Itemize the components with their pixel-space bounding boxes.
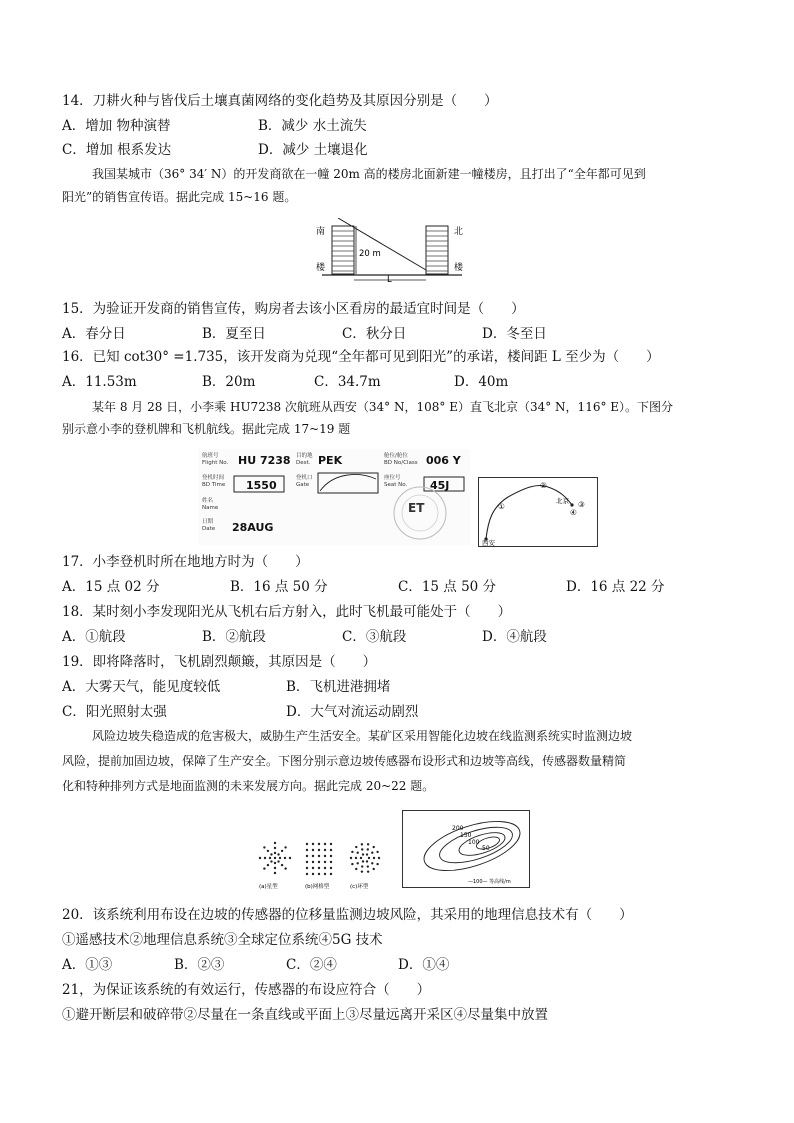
ring-sensor-dot [371,852,373,854]
ring-sensor-dot [362,853,364,855]
grid-sensor-dot [306,873,308,875]
grid-sensor-dot [324,867,326,869]
grid-sensor-dot [318,873,320,875]
ring-sensor-dot [367,848,369,850]
star-sensor-dot [259,857,261,859]
star-sensor-dot [277,860,279,862]
ring-sensor-dot [357,862,359,864]
star-sensor-dot [274,867,276,869]
ring-sensor-dot [373,846,375,848]
beijing-label: 北京 [556,497,569,505]
segment-1-label: ① [498,502,505,511]
name-cn-label: 姓名 [202,498,214,504]
height-label: 20 m [359,249,381,259]
ring-sensor-dot [376,851,378,853]
contour-50-label: 50 [482,845,490,852]
star-sensor-dot [267,850,269,852]
intro20-line3: 化和特种排列方式是地面监测的未来发展方向。据此完成 20~22 题。 [62,779,435,793]
q20-option-c: C．②④ [286,957,337,973]
star-sensor-dot [277,853,279,855]
grid-sensor-dot [324,873,326,875]
q19-option-c: C．阳光照射太强 [62,704,167,720]
star-sensor-dot [274,872,276,874]
q15-option-c: C．秋分日 [342,326,407,342]
grid-sensor-dot [306,855,308,857]
q18-option-c: C．③航段 [342,629,407,645]
q14-option-c: C．增加 根系发达 [62,142,172,158]
star-sensor-dot [274,842,276,844]
contour-legend: —100— 等高线/m [468,879,511,885]
dest-en-label: Dest. [296,460,311,466]
date-cn-label: 日期 [202,519,214,525]
intro17-line1: 某年 8 月 28 日，小李乘 HU7238 次航班从西安（34° N，108° E）直飞北京（34° N，116° E）。下图分 [92,400,674,414]
q15-option-d: D．冬至日 [482,326,547,342]
grid-sensor-dot [330,873,332,875]
gate-en-label: Gate [296,482,310,488]
ring-sensor-dot [351,863,353,865]
q18-stem: 18．某时刻小李发现阳光从飞机右后方射入，此时飞机最可能处于（ ） [62,604,512,620]
star-sensor-dot [284,867,286,869]
ring-sensor-dot [355,846,357,848]
star-sensor-dot [274,857,276,859]
star-sensor-dot [264,857,266,859]
q20-stem: 20．该系统利用布设在边坡的传感器的位移量监测边坡风险，其采用的地理信息技术有（ ） [62,907,633,923]
q17-option-d: D．16 点 22 分 [566,579,665,595]
ring-sensor-dot [373,857,375,859]
ring-sensor-dot [378,857,380,859]
flight-cn-label: 航班号 [202,453,219,459]
ring-sensor-dot [368,857,370,859]
star-sensor-dot [281,864,283,866]
q16-option-a: A．11.53m [62,374,137,390]
q16-option-c: C．34.7m [314,374,381,390]
q19-option-d: D．大气对流运动剧烈 [286,704,419,720]
grid-sensor-dot [324,843,326,845]
q16-option-d: D．40m [454,374,509,390]
contour-map [402,810,530,888]
grid-sensor-dot [318,861,320,863]
q14-option-b: B．减少 水土流失 [258,118,367,134]
q17-stem: 17．小李登机时所在地地方时为（ ） [62,554,309,570]
q21-stem: 21，为保证该系统的有效运行，传感器的布设应符合（ ） [62,982,431,998]
south-building-label: 楼 [316,263,326,273]
star-sensor-dot [281,850,283,852]
grid-sensor-dot [324,861,326,863]
grid-sensor-dot [312,861,314,863]
grid-sensor-dot [312,849,314,851]
grid-sensor-dot [312,867,314,869]
ring-layout [350,843,380,873]
grid-sensor-dot [312,873,314,875]
intro15-line2: 阳光”的销售宣传语。据此完成 15~16 题。 [62,190,297,204]
grid-sensor-dot [318,849,320,851]
ring-sensor-dot [355,868,357,870]
q18-option-b: B．②航段 [202,629,266,645]
star-sensor-dot [284,857,286,859]
star-sensor-dot [267,864,269,866]
ring-sensor-dot [360,857,362,859]
star-layout [259,842,291,874]
q15-option-a: A．春分日 [62,326,126,342]
gate-cn-label: 登机口 [296,475,313,481]
north-label: 北 [454,227,464,237]
sensor-layout-figure [255,836,390,890]
time-cn-label: 登机时间 [202,475,225,481]
grid-sensor-dot [324,855,326,857]
q18-option-a: A．①航段 [62,629,126,645]
ring-sensor-dot [361,843,363,845]
contour-200-label: 200 [452,825,464,832]
grid-sensor-dot [312,843,314,845]
flight-number: HU 7238 [238,454,291,467]
flight-date: 28AUG [232,521,274,534]
south-label: 南 [316,227,326,237]
grid-sensor-dot [330,855,332,857]
seat-en-label: Seat No. [384,482,408,488]
intro17-line2: 别示意小李的登机牌和飞机航线。据此完成 17~19 题 [62,422,351,436]
q18-option-d: D．④航段 [482,629,547,645]
grid-sensor-dot [306,843,308,845]
star-sensor-dot [269,857,271,859]
q15-stem: 15．为验证开发商的销售宣传，购房者去该小区看房的最适宜时间是（ ） [62,301,525,317]
north-building-label: 楼 [454,263,464,273]
contour-100-label: 100 [468,839,480,846]
intro15-line1: 我国某城市（36° 34′ N）的开发商欲在一幢 20m 高的楼房北面新建一幢楼房，且打出了“全年都可见到 [92,167,646,181]
star-sensor-dot [284,846,286,848]
star-sensor-dot [274,852,276,854]
q17-option-a: A．15 点 02 分 [62,579,160,595]
grid-sensor-dot [312,855,314,857]
q19-stem: 19．即将降落时，飞机剧烈颠簸，其原因是（ ） [62,654,377,670]
ring-sensor-dot [366,853,368,855]
q15-option-b: B．夏至日 [202,326,266,342]
intro20-line1: 风险边坡失稳造成的危害极大，威胁生产生活安全。某矿区采用智能化边坡在线监测系统实时监测边坡 [92,729,633,743]
star-sensor-dot [279,857,281,859]
grid-sensor-dot [306,867,308,869]
star-sensor-dot [270,853,272,855]
segment-4-label: ④ [570,508,577,517]
star-sensor-dot [289,857,291,859]
dest-cn-label: 目的地 [296,453,313,459]
boarding-pass [198,449,470,545]
segment-3-label: ③ [578,500,585,509]
grid-sensor-dot [306,861,308,863]
star-sensor-dot [270,860,272,862]
ring-sensor-dot [361,870,363,872]
q20-option-b: B．②③ [174,957,225,973]
ring-sensor-dot [367,870,369,872]
q20-option-d: D．①④ [398,957,450,973]
ring-sensor-dot [361,848,363,850]
q16-stem: 16．已知 cot30° =1.735，该开发商为兑现“全年都可见到阳光”的承诺，楼间距 L 至少为（ ） [62,349,660,365]
sensor-star-label: (a)星型 [259,884,278,890]
ring-sensor-dot [350,857,352,859]
q20-items: ①遥感技术②地理信息系统③全球定位系统④5G 技术 [62,932,383,948]
q19-option-a: A．大雾天气，能见度较低 [62,679,221,695]
ring-sensor-dot [367,843,369,845]
seat-number: 45J [430,479,450,492]
ring-sensor-dot [362,860,364,862]
time-en-label: BD Time [202,482,226,488]
ring-sensor-dot [361,865,363,867]
q14-option-d: D．减少 土壤退化 [258,142,368,158]
q14-option-a: A．增加 物种演替 [62,118,171,134]
class-cn-label: 舱位/舱位 [384,453,408,459]
sensor-ring-label: (c)环型 [350,884,369,890]
ring-sensor-dot [355,857,357,859]
contour-150-label: 150 [460,832,472,839]
grid-sensor-dot [318,855,320,857]
star-sensor-dot [263,846,265,848]
star-sensor-dot [274,847,276,849]
ring-sensor-dot [367,865,369,867]
sensor-grid-label: (b)网格型 [305,884,330,890]
ring-sensor-dot [376,863,378,865]
boarding-time: 1550 [246,479,277,492]
flight-route-map [478,477,598,547]
grid-sensor-dot [324,849,326,851]
seat-cn-label: 座位号 [384,475,401,481]
name-en-label: Name [202,505,219,511]
star-sensor-dot [274,862,276,864]
ring-sensor-dot [351,851,353,853]
date-en-label: Date [202,526,216,532]
q20-option-a: A．①③ [62,957,113,973]
grid-layout [306,843,332,875]
boarding-stamp: ET [408,501,425,515]
star-sensor-dot [263,867,265,869]
ring-sensor-dot [366,860,368,862]
distance-label: L [387,275,392,282]
destination-code: PEK [318,454,343,467]
q21-items: ①避开断层和破碎带②尽量在一条直线或平面上③尽量远离开采区④尽量集中放置 [62,1007,548,1023]
q14-stem: 14．刀耕火种与皆伐后土壤真菌网络的变化趋势及其原因分别是（ ） [62,93,498,109]
q19-option-b: B．飞机进港拥堵 [286,679,391,695]
grid-sensor-dot [306,849,308,851]
grid-sensor-dot [318,867,320,869]
grid-sensor-dot [330,843,332,845]
xian-label: 西安 [482,539,495,547]
ring-sensor-dot [373,868,375,870]
grid-sensor-dot [330,861,332,863]
intro20-line2: 风险，提前加固边坡，保障了生产安全。下图分别示意边坡传感器布设形式和边坡等高线，传感器数量精简 [62,754,627,768]
grid-sensor-dot [330,867,332,869]
class-value: 006 Y [426,454,461,467]
q16-option-b: B．20m [202,374,256,390]
ring-sensor-dot [371,862,373,864]
segment-2-label: ② [540,481,547,490]
building-shadow-figure [312,218,482,282]
grid-sensor-dot [330,849,332,851]
ring-sensor-dot [357,852,359,854]
q17-option-b: B．16 点 50 分 [230,579,328,595]
q17-option-c: C．15 点 50 分 [398,579,497,595]
class-en-label: BD No/Class [384,460,418,466]
flight-en-label: Flight No. [202,460,229,466]
grid-sensor-dot [318,843,320,845]
